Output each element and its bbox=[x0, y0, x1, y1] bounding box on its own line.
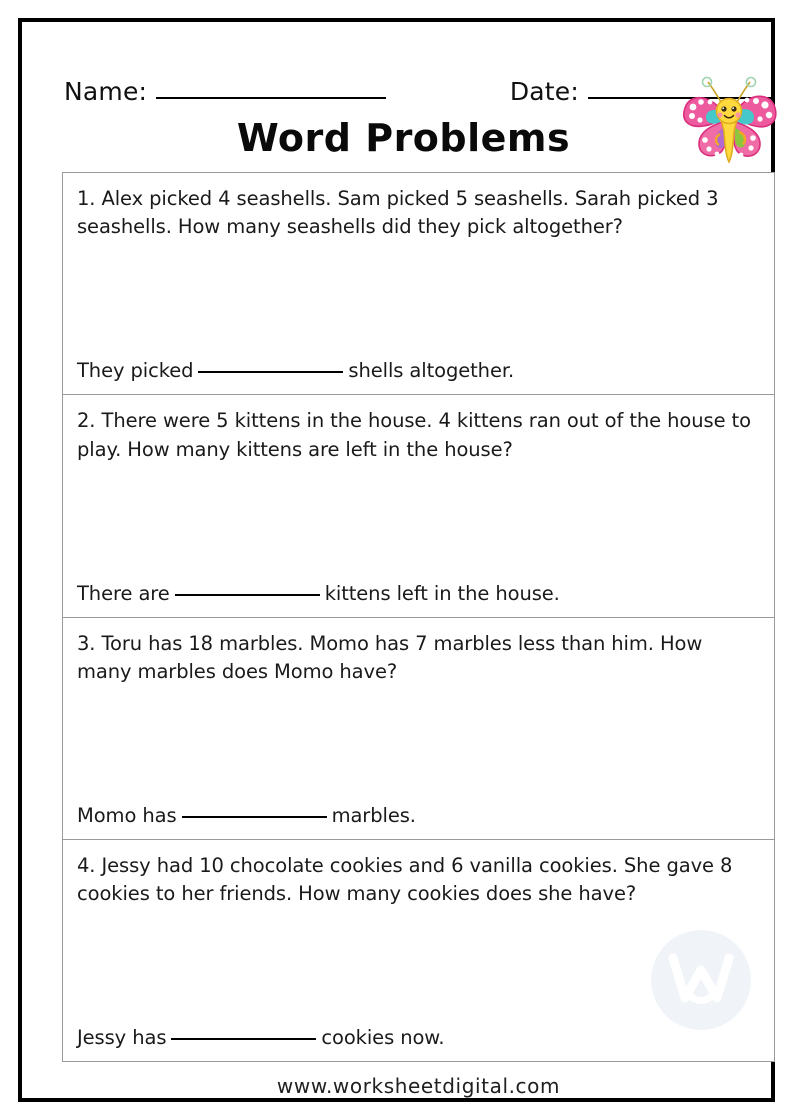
name-label: Name: bbox=[64, 77, 148, 106]
title-row bbox=[62, 104, 775, 172]
answer-suffix: kittens left in the house. bbox=[324, 581, 560, 605]
answer-sentence bbox=[77, 582, 760, 607]
answer-suffix: shells altogether. bbox=[348, 359, 515, 383]
answer-blank[interactable] bbox=[182, 816, 327, 818]
answer-prefix: They picked bbox=[77, 359, 194, 383]
problem-statement: 2. There were 5 kittens in the house. 4 kittens ran out of the house to play. How many kittens are left in the house? bbox=[77, 409, 751, 461]
page-title: Word Problems bbox=[236, 116, 571, 160]
date-label: Date: bbox=[509, 77, 579, 106]
answer-prefix: There are bbox=[77, 581, 170, 605]
answer-blank[interactable] bbox=[171, 1038, 316, 1040]
problems-table bbox=[62, 172, 775, 1062]
page-border-frame bbox=[18, 18, 775, 1102]
butterfly-icon bbox=[677, 76, 781, 168]
answer-prefix: Jessy has bbox=[77, 1026, 167, 1049]
problem-row bbox=[63, 840, 774, 1061]
problem-row bbox=[63, 618, 774, 840]
website-url[interactable]: www.worksheetdigital.com bbox=[276, 1074, 561, 1098]
footer bbox=[62, 1062, 775, 1110]
problem-row bbox=[63, 395, 774, 617]
problem-statement: 3. Toru has 18 marbles. Momo has 7 marbles less than him. How many marbles does Momo have? bbox=[77, 631, 703, 683]
answer-blank[interactable] bbox=[198, 371, 343, 373]
answer-sentence bbox=[77, 804, 760, 829]
answer-suffix: cookies now. bbox=[321, 1026, 445, 1049]
answer-blank[interactable] bbox=[175, 594, 320, 596]
answer-sentence bbox=[77, 359, 760, 384]
worksheet-content bbox=[62, 62, 775, 1102]
problem-row bbox=[63, 173, 774, 395]
problem-statement: 1. Alex picked 4 seashells. Sam picked 5 seashells. Sarah picked 3 seashells. How many seashells did they pick altogether? bbox=[77, 187, 719, 239]
answer-suffix: marbles. bbox=[331, 803, 416, 827]
name-field[interactable] bbox=[64, 79, 386, 104]
problem-statement: 4. Jessy had 10 chocolate cookies and 6 vanilla cookies. She gave 8 cookies to her friends. How many cookies does she have? bbox=[77, 853, 733, 906]
answer-prefix: Momo has bbox=[77, 803, 177, 827]
answer-sentence bbox=[77, 1026, 760, 1051]
name-input-rule[interactable] bbox=[156, 97, 386, 99]
student-info-row bbox=[62, 62, 775, 104]
